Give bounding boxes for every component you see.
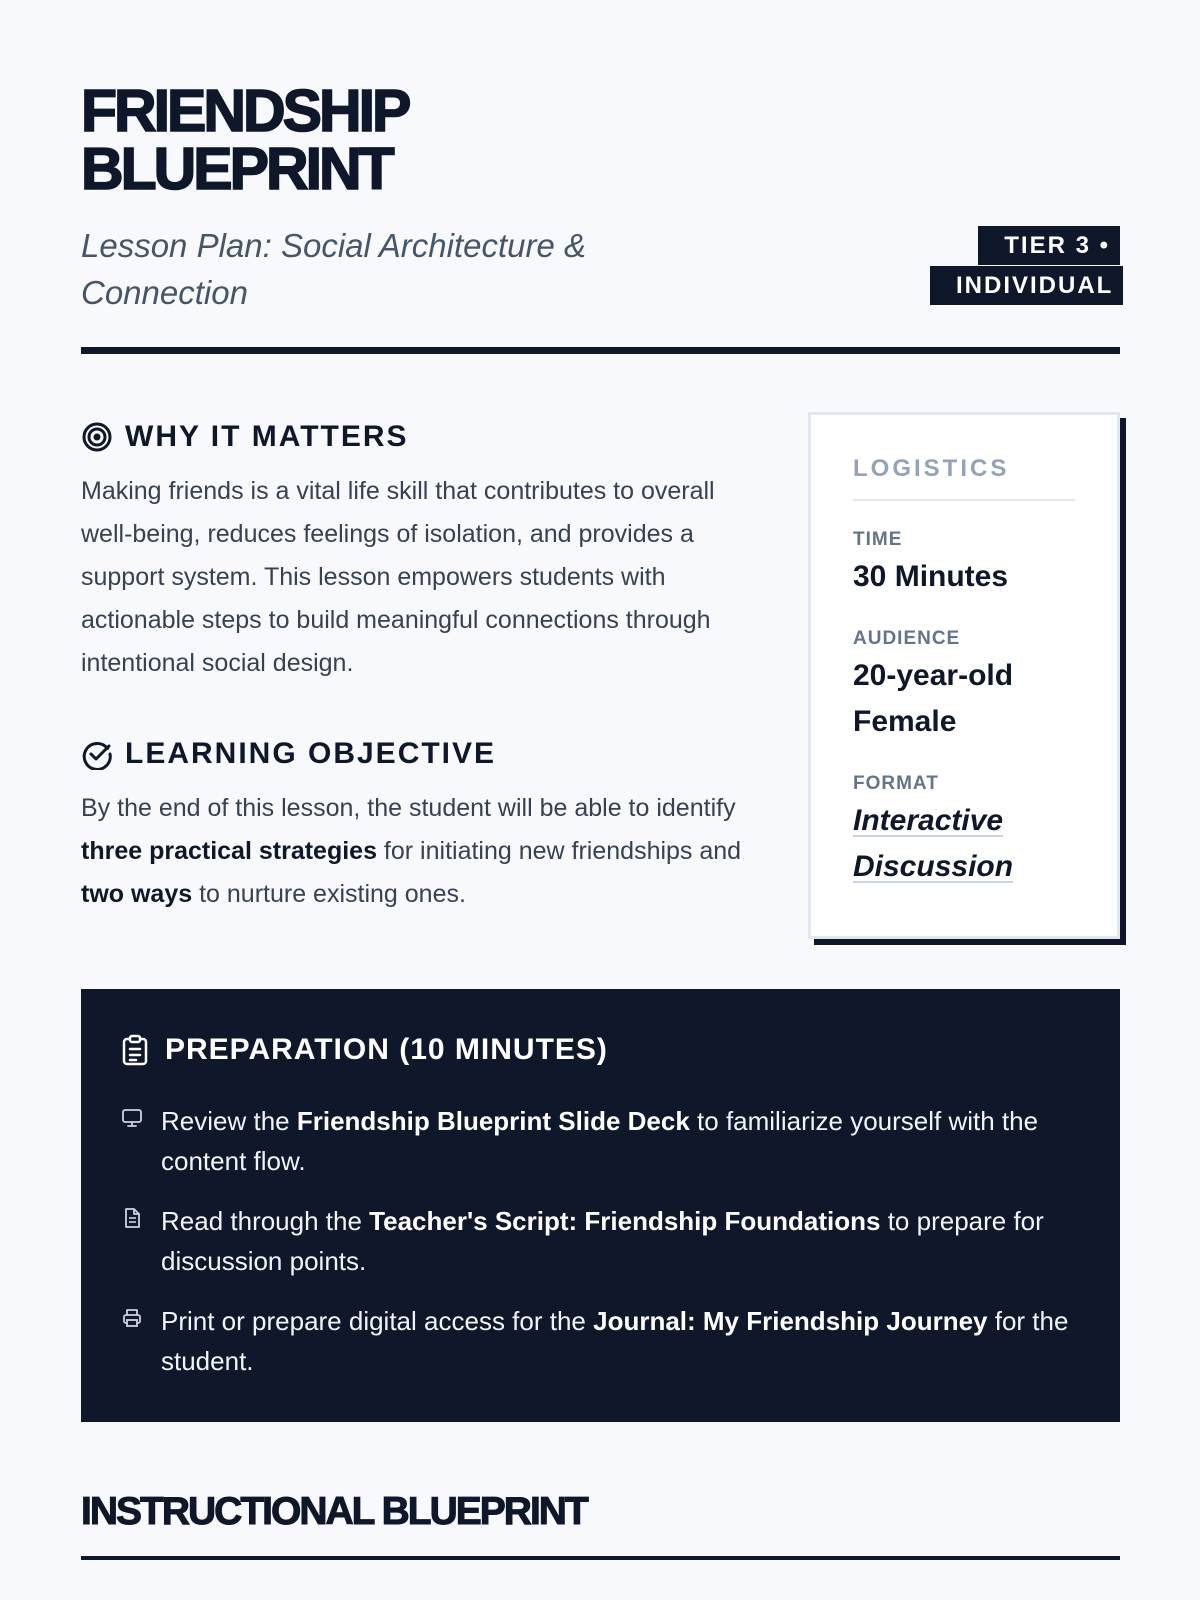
why-it-matters-heading: [81, 420, 746, 454]
prep-item-1-after: to familiarize yourself with the content flow.: [161, 1106, 1039, 1176]
prep-item-2-after: to prepare for discussion points.: [161, 1206, 1044, 1276]
audience-label: AUDIENCE: [853, 628, 961, 649]
objective-strategies-count: three practical strategies: [81, 837, 377, 865]
prep-item-3-before: Print or prepare digital access for the: [161, 1306, 594, 1336]
logistics-audience: [853, 627, 1075, 745]
tier-badge-label: TIER 3 • INDIVIDUAL: [930, 226, 1123, 305]
page-title: [81, 78, 641, 202]
preparation-item-text: [161, 1201, 1080, 1281]
preparation-item-teacher-script: [121, 1201, 1080, 1281]
preparation-item-journal: [121, 1301, 1080, 1381]
preparation-label: PREPARATION (10 MINUTES): [165, 1033, 608, 1066]
check-circle-icon: [81, 738, 113, 770]
audience-value: 20-year-old Female: [853, 659, 1014, 738]
instructional-blueprint-section: [81, 1490, 1120, 1560]
learning-objective-label: LEARNING OBJECTIVE: [125, 737, 497, 770]
objective-ways-count: two ways: [81, 880, 193, 908]
lesson-subtitle: Lesson Plan: Social Architecture & Connection: [81, 227, 587, 311]
monitor-icon: [121, 1107, 143, 1129]
prep-item-3-after: for the student.: [161, 1306, 1069, 1376]
format-value-link[interactable]: Interactive Discussion: [853, 804, 1014, 883]
format-label: FORMAT: [853, 773, 939, 794]
learning-objective-section: [81, 737, 746, 916]
preparation-section: [81, 989, 1120, 1422]
lesson-header: [81, 78, 1120, 354]
tier-badge: [930, 226, 1120, 306]
time-label: TIME: [853, 529, 903, 550]
objective-text-after: to nurture existing ones.: [192, 880, 466, 908]
slide-deck-link: Friendship Blueprint Slide Deck: [296, 1106, 690, 1136]
prep-item-1-before: Review the: [161, 1106, 297, 1136]
logistics-format: [853, 772, 1075, 890]
lesson-intro: [81, 354, 1120, 979]
objective-text-middle: for initiating new friendships and: [376, 837, 742, 865]
preparation-item-slide-deck: [121, 1101, 1080, 1181]
target-icon: [81, 421, 113, 453]
prep-item-2-before: Read through the: [161, 1206, 370, 1236]
objective-text-before: By the end of this lesson, the student will be able to identify: [81, 794, 736, 822]
why-it-matters-label: WHY IT MATTERS: [125, 420, 409, 453]
printer-icon: [121, 1307, 143, 1329]
preparation-heading: [121, 1033, 1080, 1067]
logistics-card: [808, 412, 1120, 939]
instructional-blueprint-title: INSTRUCTIONAL BLUEPRINT: [81, 1490, 587, 1533]
logistics-title: LOGISTICS: [853, 455, 1075, 501]
preparation-item-text: [161, 1301, 1080, 1381]
journal-link: Journal: My Friendship Journey: [593, 1306, 988, 1336]
logistics-time: [853, 528, 1075, 600]
time-value: 30 Minutes: [853, 560, 1009, 593]
learning-objective-heading: [81, 737, 746, 771]
preparation-item-text: [161, 1101, 1080, 1181]
preparation-list: [121, 1101, 1080, 1381]
why-it-matters-section: [81, 420, 746, 685]
document-icon: [121, 1207, 143, 1229]
teacher-script-link: Teacher's Script: Friendship Foundations: [369, 1206, 881, 1236]
learning-objective-text: [81, 787, 746, 916]
clipboard-icon: [121, 1034, 149, 1066]
why-it-matters-text: Making friends is a vital life skill that contributes to overall well-being, reduces feelings of isolation, and provides a support system. This lesson empowers students with actionable steps to build meaningful connections through intentional social design.: [81, 477, 715, 677]
title-line-2: BLUEPRINT: [81, 136, 392, 202]
title-line-1: FRIENDSHIP: [81, 78, 409, 144]
